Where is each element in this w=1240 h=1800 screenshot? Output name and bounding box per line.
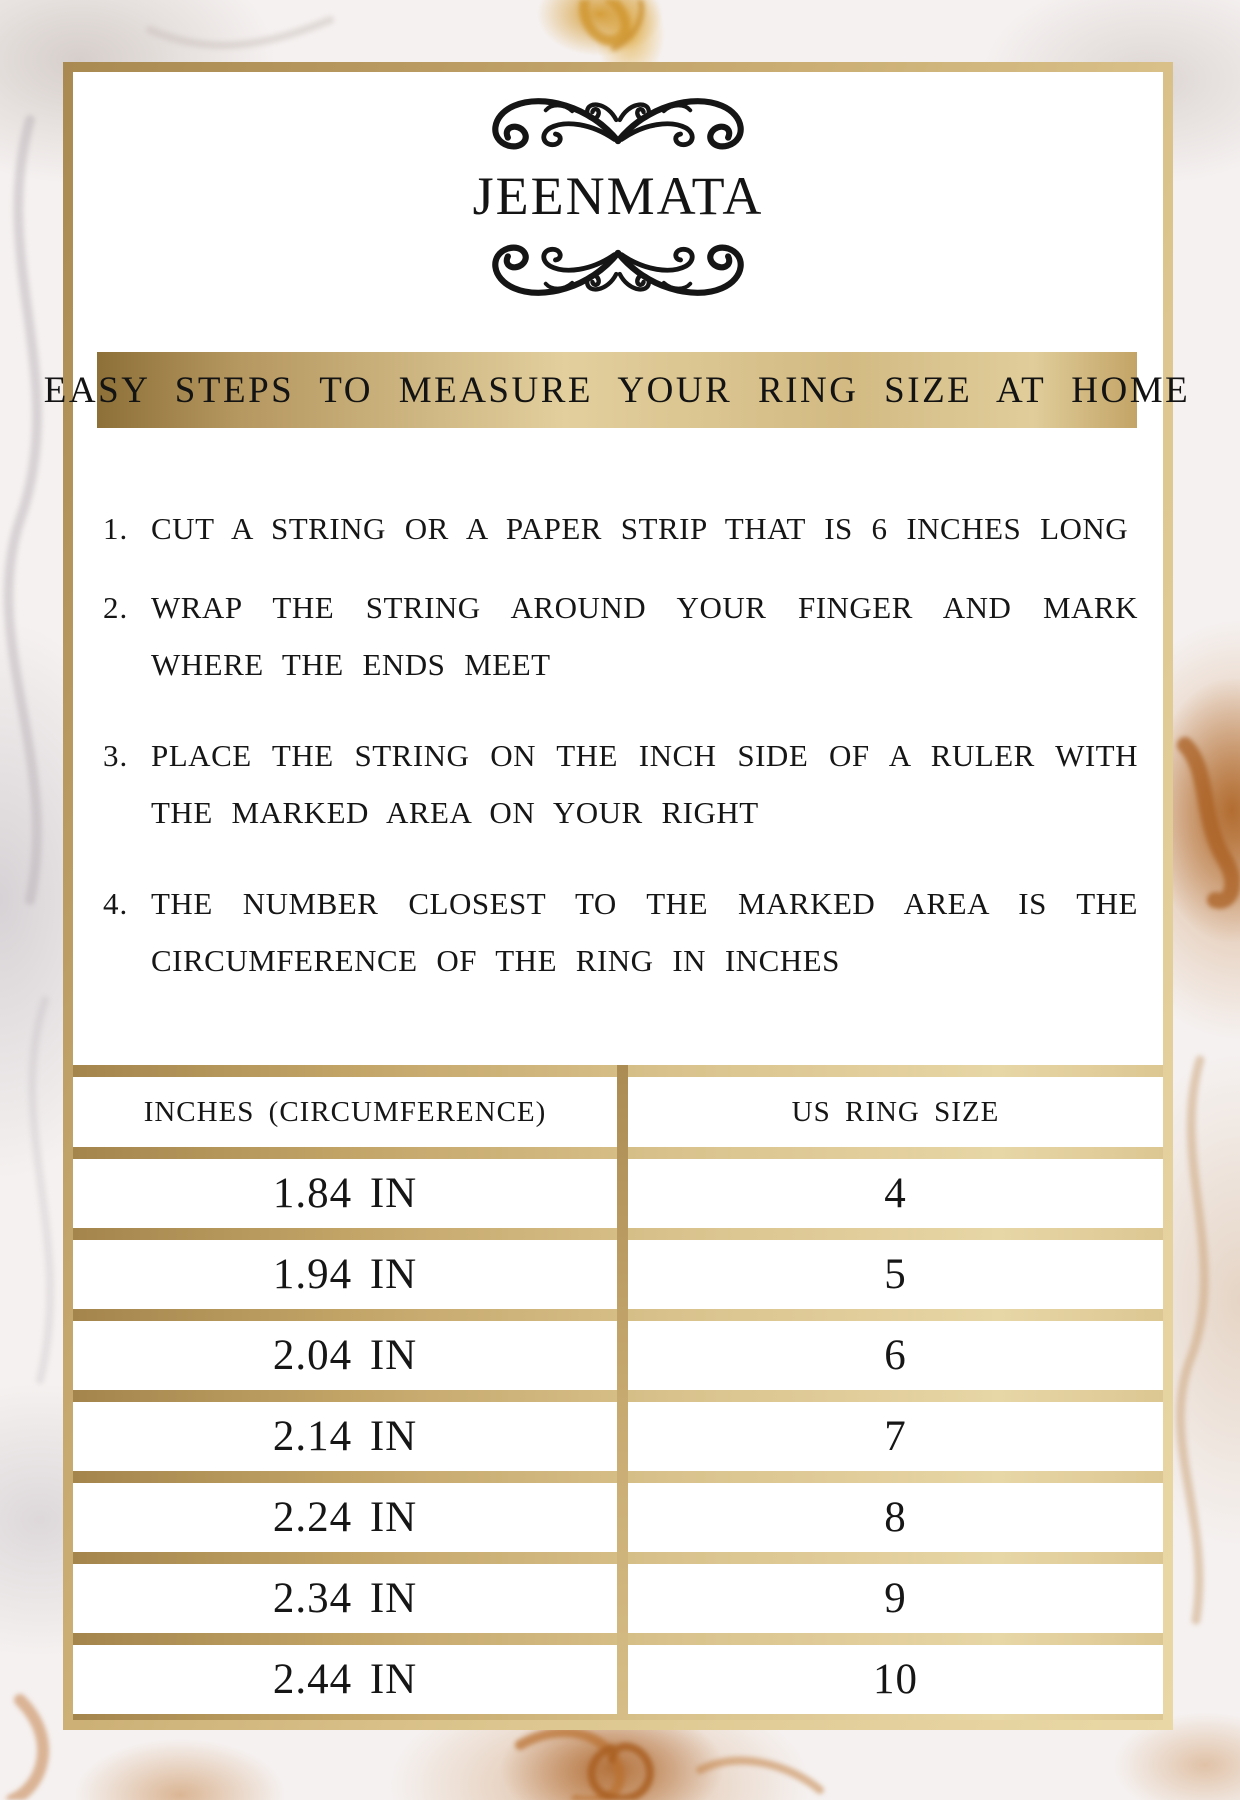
inches-value: 1.94 IN [272, 1251, 418, 1298]
title-banner [43, 352, 1191, 428]
step-item [103, 727, 1138, 841]
table-column-divider [617, 1065, 628, 1720]
step-number: 4. [103, 886, 129, 921]
column-header-us-size: US RING SIZE [791, 1095, 1000, 1128]
step-item [103, 579, 1138, 693]
ring-size-card [43, 62, 1191, 1730]
inches-value: 2.34 IN [272, 1575, 418, 1622]
inches-value: 1.84 IN [272, 1170, 418, 1217]
step-number: 2. [103, 590, 129, 625]
us-size-value: 4 [884, 1170, 907, 1217]
flourish-ornament-top [458, 90, 778, 164]
brand-name: JEENMATA [472, 166, 764, 226]
step-item [103, 875, 1138, 989]
banner-title: EASY STEPS TO MEASURE YOUR RING SIZE AT HOME [43, 369, 1191, 411]
us-size-value: 8 [884, 1494, 907, 1541]
step-text: PLACE THE STRING ON THE INCH SIDE OF A RULER WITH THE MARKED AREA ON YOUR RIGHT [151, 738, 1138, 830]
step-text: WRAP THE STRING AROUND YOUR FINGER AND MARK WHERE THE ENDS MEET [151, 590, 1138, 682]
inches-value: 2.44 IN [272, 1656, 418, 1703]
step-text: CUT A STRING OR A PAPER STRIP THAT IS 6 INCHES LONG [151, 511, 1129, 546]
inches-value: 2.14 IN [272, 1413, 418, 1460]
step-number: 1. [103, 511, 129, 546]
us-size-value: 7 [884, 1413, 907, 1460]
inches-value: 2.24 IN [272, 1494, 418, 1541]
us-size-value: 10 [873, 1656, 918, 1703]
brand-logo [73, 90, 1163, 304]
step-item [103, 500, 1138, 557]
step-text: THE NUMBER CLOSEST TO THE MARKED AREA IS THE CIRCUMFERENCE OF THE RING IN INCHES [151, 886, 1138, 978]
us-size-value: 5 [884, 1251, 907, 1298]
column-header-inches: INCHES (CIRCUMFERENCE) [143, 1095, 547, 1128]
inches-value: 2.04 IN [272, 1332, 418, 1379]
flourish-ornament-bottom [458, 230, 778, 304]
step-number: 3. [103, 738, 129, 773]
ring-size-table [73, 1065, 1163, 1720]
steps-list [103, 500, 1138, 1023]
us-size-value: 6 [884, 1332, 907, 1379]
us-size-value: 9 [884, 1575, 907, 1622]
